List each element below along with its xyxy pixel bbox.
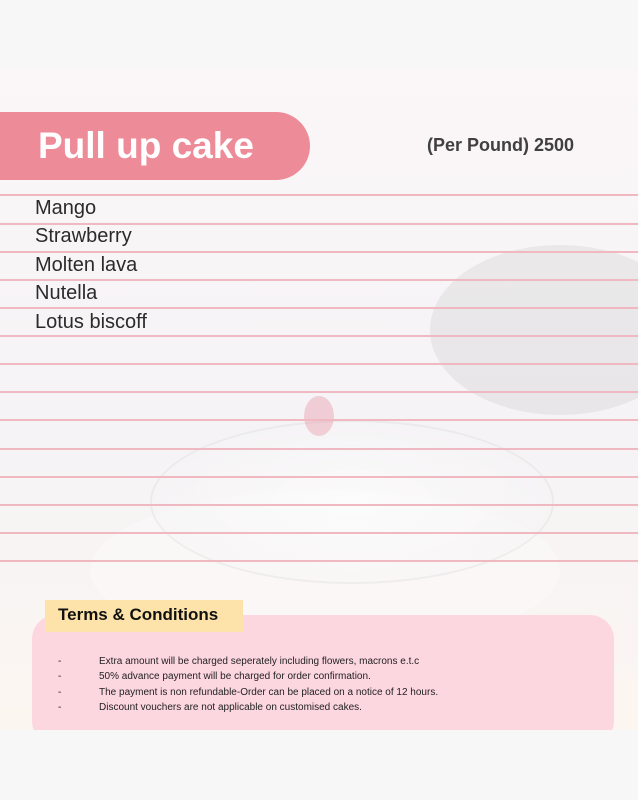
terms-item-text: The payment is non refundable-Order can be placed on a notice of 12 hours.	[99, 686, 439, 698]
ruled-line	[0, 476, 638, 478]
flavor-item: Mango	[35, 197, 97, 219]
flavor-list	[35, 194, 147, 336]
flavor-item: Strawberry	[35, 225, 132, 248]
menu-title: Pull up cake	[38, 125, 254, 166]
ruled-line	[0, 391, 638, 393]
ruled-line	[0, 419, 638, 421]
ruled-line	[0, 504, 638, 506]
dash-bullet-icon: -	[58, 701, 62, 713]
ruled-line	[0, 532, 638, 534]
dash-bullet-icon: -	[58, 686, 62, 698]
ruled-line	[0, 560, 638, 562]
terms-heading: Terms & Conditions	[58, 605, 219, 624]
menu-card	[0, 70, 638, 730]
background-strawberry-image	[304, 396, 334, 436]
ruled-line	[0, 363, 638, 365]
dash-bullet-icon: -	[58, 656, 62, 667]
price-label: (Per Pound) 2500	[427, 135, 575, 155]
terms-item-text: Discount vouchers are not applicable on customised cakes.	[99, 701, 362, 713]
flavor-item: Lotus biscoff	[35, 310, 147, 333]
flavor-item: Molten lava	[35, 253, 138, 276]
dash-bullet-icon: -	[58, 671, 62, 683]
ruled-line	[0, 448, 638, 450]
background-bowl-image	[430, 245, 638, 415]
flavor-item: Nutella	[35, 282, 98, 305]
terms-item-text: Extra amount will be charged seperately including flowers, macrons e.t.c	[99, 656, 420, 667]
terms-item-text: 50% advance payment will be charged for order confirmation.	[99, 671, 371, 683]
